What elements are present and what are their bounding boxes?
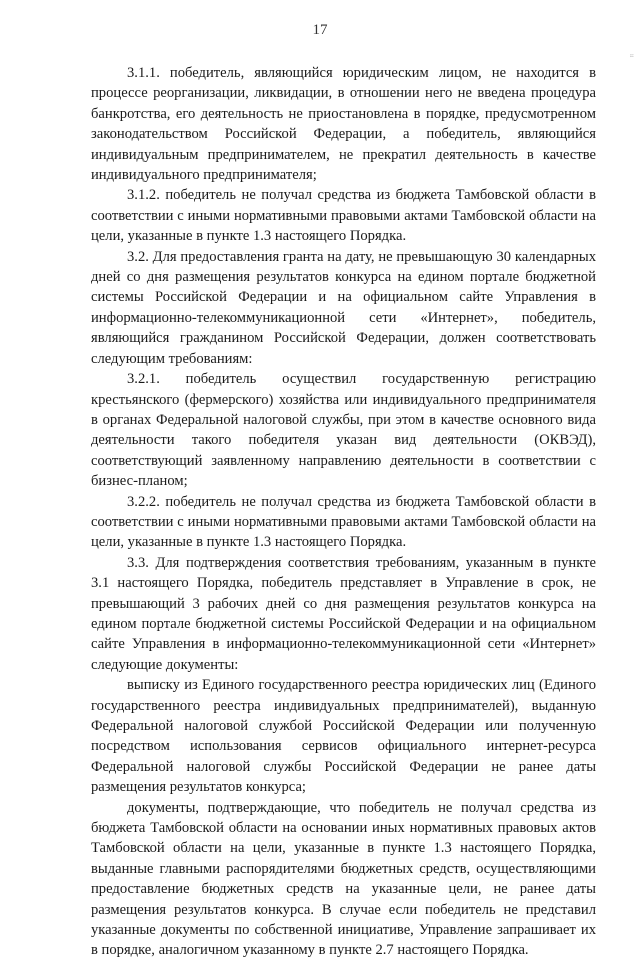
paragraph-3-2-1: 3.2.1. победитель осуществил государственную регистрацию крестьянского (фермерского) хозяйства или индивидуального предпринимателя в органах Федеральной налоговой службы, при этом в качестве основного вида деятельности такого победителя указан вид деятельности (ОКВЭД), соответствующий заявленному направлению деятельности в соответствии с бизнес-планом; xyxy=(91,371,596,490)
document-body xyxy=(91,63,596,961)
paragraph-3-2-2: 3.2.2. победитель не получал средства из бюджета Тамбовской области в соответствии с иными нормативными правовыми актами Тамбовской области на цели, указанные в пункте 1.3 настоящего Порядка. xyxy=(91,493,596,551)
page-number: 17 xyxy=(312,22,328,38)
paragraph-3-3: 3.3. Для подтверждения соответствия требованиям, указанным в пункте 3.1 настоящего Порядка, победитель представляет в Управление в срок, не превышающий 3 рабочих дней со дня размещения результатов конкурса на едином портале бюджетной системы Российской Федерации и на официальном сайте Управления в информационно-телекоммуникационной сети «Интернет» следующие документы: xyxy=(91,554,596,673)
paragraph-3-2: 3.2. Для предоставления гранта на дату, не превышающую 30 календарных дней со дня размещения результатов конкурса на едином портале бюджетной системы Российской Федерации и на официальном сайте Управления в информационно-телекоммуникационной сети «Интернет», победитель, являющийся гражданином Российской Федерации, должен соответствовать следующим требованиям: xyxy=(91,248,596,367)
paragraph-3-1-1: 3.1.1. победитель, являющийся юридическим лицом, не находится в процессе реорганизации, ликвидации, в отношении него не введена процедура банкротства, его деятельность не приостановлена в порядке, предусмотренном законодательством Российской Федерации, а победитель, являющийся индивидуальным предпринимателем, не прекратил деятельность в качестве индивидуального предпринимателя; xyxy=(91,65,596,184)
paragraph-registry-extract: выписку из Единого государственного реестра юридических лиц (Единого государственного реестра индивидуальных предпринимателей), выданную Федеральной налоговой службой Российской Федерации или полученную посредством использования сервисов официального интернет-ресурса Федеральной налоговой службы Российской Федерации не ранее даты размещения результатов конкурса; xyxy=(91,677,596,796)
paragraph-confirming-documents: документы, подтверждающие, что победитель не получал средства из бюджета Тамбовской области на основании иных нормативных правовых актов Тамбовской области на цели, указанные в пункте 1.3 настоящего Порядка, выданные главными распорядителями бюджетных средств, осуществляющими предоставление бюджетных средств на указанные цели, не ранее даты размещения результатов конкурса. В случае если победитель не представил указанные документы по собственной инициативе, Управление запрашивает их в порядке, аналогичном указанному в пункте 2.7 настоящего Порядка. xyxy=(91,799,596,959)
margin-mark: ii xyxy=(628,54,634,58)
paragraph-3-1-2: 3.1.2. победитель не получал средства из бюджета Тамбовской области в соответствии с иными нормативными правовыми актами Тамбовской области на цели, указанные в пункте 1.3 настоящего Порядка. xyxy=(91,187,596,245)
